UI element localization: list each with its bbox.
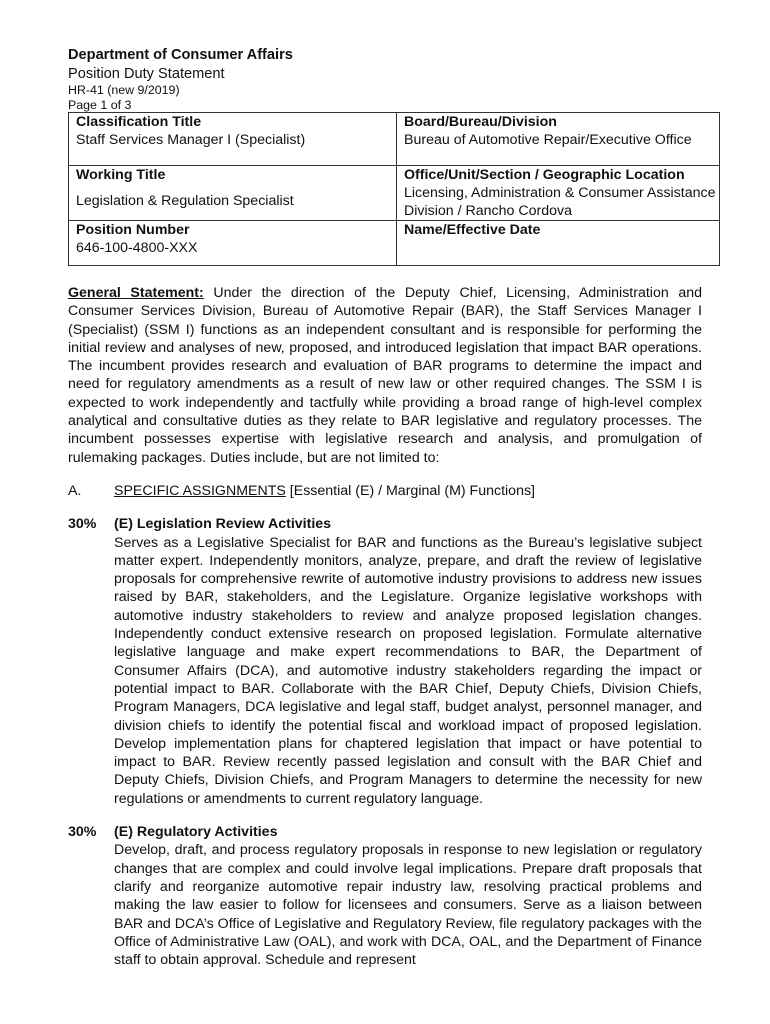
office-cell — [397, 166, 720, 221]
section-title: SPECIFIC ASSIGNMENTS — [114, 482, 286, 499]
working-title-cell — [69, 166, 397, 221]
board-value: Bureau of Automotive Repair/Executive Office — [404, 132, 692, 148]
classification-value: Staff Services Manager I (Specialist) — [76, 132, 306, 148]
name-date-cell — [397, 221, 720, 266]
department-name: Department of Consumer Affairs — [68, 47, 293, 63]
classification-cell — [69, 113, 397, 166]
board-cell — [397, 113, 720, 166]
working-title-value: Legislation & Regulation Specialist — [76, 193, 294, 209]
task-percent: 30% — [68, 516, 97, 533]
section-subtitle: [Essential (E) / Marginal (M) Functions] — [285, 482, 535, 499]
board-label: Board/Bureau/Division — [404, 114, 557, 130]
task-description: Develop, draft, and process regulatory proposals in response to new legislation or regulatory changes that are complex and could involve legal implications. Prepare draft proposals that clarify and reorganize automotive repair industry law, resolving practical problems and making the law easier to follow for licensees and consumers. Serve as a liaison between BAR and DCA’s Office of Legislative and Regulatory Review, file regulatory packages with the Office of Administrative Law (OAL), and work with DCA, OAL, and the Department of Finance staff to obtain approval. Schedule and represent — [114, 842, 702, 969]
general-statement — [68, 284, 702, 467]
task-title: (E) Legislation Review Activities — [114, 516, 332, 533]
classification-label: Classification Title — [76, 114, 202, 130]
task-percent: 30% — [68, 824, 97, 841]
office-value: Licensing, Administration & Consumer Assistance Division / Rancho Cordova — [404, 185, 716, 219]
task-description: Serves as a Legislative Specialist for BAR and functions as the Bureau’s legislative subject matter expert. Independently monitors, analyze, prepare, and draft the review of legislative proposals for comprehensive rewrite of automotive industry provisions to address new issues raised by BAR, stakeholders, and the Legislature. Organize legislative workshops with automotive industry stakeholders to review and analyze proposed legislation changes. Independently conduct extensive research on proposed legislation. Formulate alternative legislative language and make expert recommendations to BAR, the Department of Consumer Affairs (DCA), and automotive industry stakeholders regarding the impact or potential impact to BAR. Collaborate with the BAR Chief, Deputy Chiefs, Division Chiefs, Program Managers, DCA legislative and legal staff, budget analyst, personnel manager, and division chiefs to identify the potential fiscal and workload impact of proposed legislation. Develop implementation plans for chaptered legislation that impact or have potential to impact to BAR. Review recently passed legislation and consult with the BAR Chief and Deputy Chiefs, Division Chiefs, and Program Managers to determine the necessity for new regulations or amendments to current regulatory language. — [114, 534, 702, 807]
section-letter: A. — [68, 482, 82, 499]
document-body — [68, 284, 702, 969]
working-title-label: Working Title — [76, 167, 166, 183]
page-number: Page 1 of 3 — [68, 97, 132, 112]
position-number-value: 646-100-4800-XXX — [76, 240, 198, 256]
general-statement-text: Under the direction of the Deputy Chief, Licensing, Administration and Consumer Services Division, Bureau of Automotive Repair (BAR), the Staff Services Manager I (Specialist) (SSM I) functions as an independent consultant and is responsible for performing the initial review and analyses of new, proposed, and introduced legislation that impact BAR operations. The incumbent provides research and evaluation of BAR programs to determine the impact and need for regulatory amendments as a result of new law or other required changes. The SSM I is expected to work independently and tactfully while providing a broad range of high-level complex analytical and consultative duties as they relate to BAR legislative and regulatory processes. The incumbent possesses expertise with legislative research and analysis, and promulgation of rulemaking packages. Duties include, but are not limited to: — [68, 285, 702, 466]
general-statement-label: General Statement: — [68, 285, 204, 301]
form-id: HR-41 (new 9/2019) — [68, 83, 180, 97]
name-date-label: Name/Effective Date — [404, 222, 541, 238]
document-header — [68, 46, 708, 112]
task-title: (E) Regulatory Activities — [114, 824, 278, 841]
section-a-heading — [68, 482, 702, 500]
position-number-label: Position Number — [76, 222, 190, 238]
position-info-table — [68, 112, 720, 266]
task-item — [68, 515, 702, 808]
office-label: Office/Unit/Section / Geographic Location — [404, 167, 685, 183]
document-title: Position Duty Statement — [68, 66, 225, 82]
task-item — [68, 823, 702, 969]
position-number-cell — [69, 221, 397, 266]
